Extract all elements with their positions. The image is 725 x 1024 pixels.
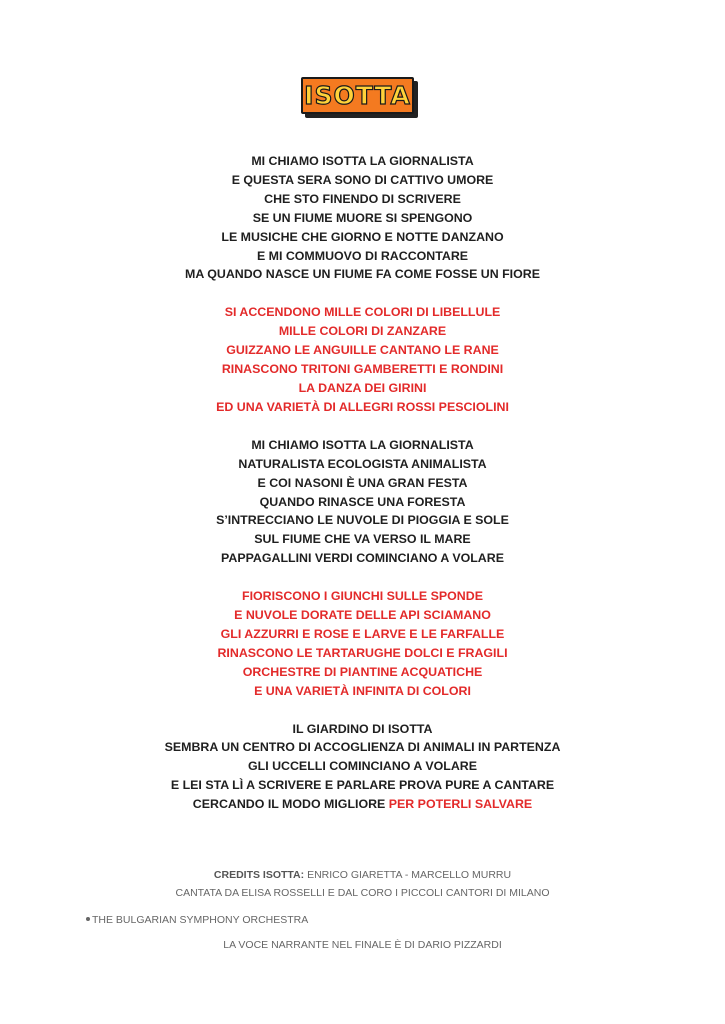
stanza-1	[0, 152, 725, 284]
final-line-black-part: CERCANDO IL MODO MIGLIORE	[192, 797, 389, 812]
credits-authors: ENRICO GIARETTA - MARCELLO MURRU	[304, 869, 512, 881]
credits-label: CREDITS ISOTTA:	[213, 869, 305, 881]
lyric-line: MI CHIAMO ISOTTA LA GIORNALISTA	[251, 154, 474, 168]
logo-box	[301, 77, 414, 114]
final-line-red-part: PER POTERLI SALVARE	[388, 797, 533, 812]
credits-authors-row	[0, 868, 725, 882]
lyric-line: ED UNA VARIETÀ DI ALLEGRI ROSSI PESCIOLINI	[216, 399, 509, 414]
lyric-line: SUL FIUME CHE VA VERSO IL MARE	[254, 532, 471, 547]
logo-text: ISOTTA	[304, 81, 411, 110]
lyric-line: IL GIARDINO DI ISOTTA	[292, 721, 433, 736]
lyric-line: LA DANZA DEI GIRINI	[298, 380, 427, 395]
lyric-line: E COI NASONI È UNA GRAN FESTA	[257, 475, 468, 490]
stanza-2-chorus	[0, 303, 725, 416]
lyric-line: E UNA VARIETÀ INFINITA DI COLORI	[254, 683, 471, 698]
isotta-logo	[301, 77, 418, 118]
lyric-line: GUIZZANO LE ANGUILLE CANTANO LE RANE	[226, 343, 499, 358]
lyric-line: GLI UCCELLI COMINCIANO A VOLARE	[248, 759, 477, 774]
bullet-icon	[86, 917, 90, 921]
lyric-line: SE UN FIUME MUORE SI SPENGONO	[252, 210, 473, 225]
lyric-line: E MI COMMUOVO DI RACCONTARE	[256, 248, 469, 263]
stanza-3	[0, 436, 725, 568]
lyric-line-final	[0, 795, 725, 814]
lyric-line: FIORISCONO I GIUNCHI SULLE SPONDE	[242, 589, 483, 604]
lyric-line: S’INTRECCIANO LE NUVOLE DI PIOGGIA E SOLE	[216, 513, 509, 528]
lyric-line: E LEI STA LÌ A SCRIVERE E PARLARE PROVA PURE A CANTARE	[170, 778, 555, 793]
credits-orchestra-row	[86, 913, 308, 927]
stanza-5	[0, 720, 725, 815]
lyric-line: RINASCONO TRITONI GAMBERETTI E RONDINI	[221, 362, 504, 377]
lyric-line: CHE STO FINENDO DI SCRIVERE	[264, 191, 461, 206]
lyric-line: MI CHIAMO ISOTTA LA GIORNALISTA	[251, 437, 474, 452]
lyric-line: SEMBRA UN CENTRO DI ACCOGLIENZA DI ANIMALI IN PARTENZA	[164, 740, 561, 755]
lyric-line: GLI AZZURRI E ROSE E LARVE E LE FARFALLE	[220, 626, 505, 641]
credits-orchestra: THE BULGARIAN SYMPHONY ORCHESTRA	[92, 914, 309, 926]
lyrics	[0, 152, 725, 814]
lyric-line: NATURALISTA ECOLOGISTA ANIMALISTA	[238, 456, 487, 471]
lyric-line: QUANDO RINASCE UNA FORESTA	[259, 494, 466, 509]
credits-narrator: LA VOCE NARRANTE NEL FINALE È DI DARIO PIZZARDI	[223, 939, 502, 951]
lyric-line: MILLE COLORI DI ZANZARE	[278, 324, 447, 339]
lyric-line: E QUESTA SERA SONO DI CATTIVO UMORE	[231, 172, 494, 187]
lyric-line: RINASCONO LE TARTARUGHE DOLCI E FRAGILI	[217, 645, 508, 660]
lyric-line: ORCHESTRE DI PIANTINE ACQUATICHE	[242, 664, 483, 679]
lyric-line: LE MUSICHE CHE GIORNO E NOTTE DANZANO	[221, 229, 504, 244]
credits-singers: CANTATA DA ELISA ROSSELLI E DAL CORO I PICCOLI CANTORI DI MILANO	[175, 887, 550, 899]
lyric-line: MA QUANDO NASCE UN FIUME FA COME FOSSE UN FIORE	[185, 267, 540, 282]
lyric-line: SI ACCENDONO MILLE COLORI DI LIBELLULE	[224, 305, 501, 320]
lyric-line: E NUVOLE DORATE DELLE API SCIAMANO	[234, 608, 491, 623]
stanza-4-chorus	[0, 587, 725, 700]
lyric-line: PAPPAGALLINI VERDI COMINCIANO A VOLARE	[221, 551, 504, 566]
